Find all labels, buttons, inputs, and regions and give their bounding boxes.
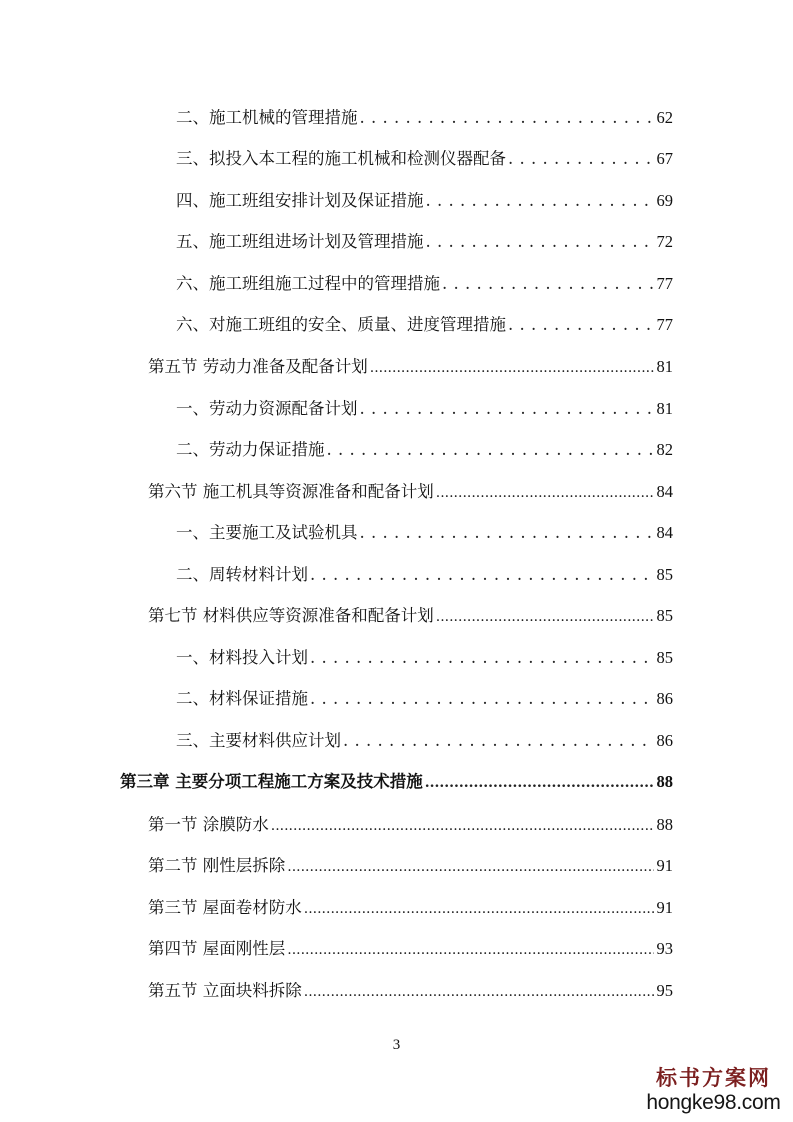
toc-entry-page: 77 — [656, 274, 673, 293]
page-number: 3 — [392, 1037, 401, 1053]
dot-leader — [287, 855, 653, 879]
toc-chapter-entry — [120, 770, 673, 795]
dot-leader — [508, 147, 654, 171]
toc-entry-title: 一、材料投入计划 — [176, 648, 308, 667]
toc-entry-page: 88 — [656, 815, 673, 834]
toc-entry-title: 四、施工班组安排计划及保证措施 — [176, 191, 424, 210]
toc-entry — [148, 480, 673, 505]
watermark-site-name: 标书方案网 — [656, 1066, 771, 1090]
toc-entry — [176, 521, 673, 545]
watermark-url: hongke98.com — [646, 1091, 781, 1114]
dot-leader — [304, 980, 654, 1004]
dot-leader — [426, 189, 654, 213]
dot-leader — [271, 814, 654, 838]
dot-leader — [425, 771, 654, 795]
dot-leader — [442, 272, 654, 296]
toc-entry-page: 93 — [656, 939, 673, 958]
toc-entry-title: 一、主要施工及试验机具 — [176, 523, 358, 542]
toc-entry — [148, 604, 673, 629]
dot-leader — [370, 356, 654, 380]
toc-entry-title: 第三节 屋面卷材防水 — [148, 898, 302, 917]
toc-entry — [176, 729, 673, 753]
toc-entry-page: 72 — [656, 232, 673, 251]
toc-entry-title: 第五节 立面块料拆除 — [148, 981, 302, 1000]
toc-entry — [176, 230, 673, 254]
dot-leader — [310, 563, 654, 587]
toc-entry — [176, 189, 673, 213]
toc-entry-title: 二、材料保证措施 — [176, 689, 308, 708]
dot-leader — [287, 938, 653, 962]
toc-entry-title: 第四节 屋面刚性层 — [148, 939, 286, 958]
dot-leader — [343, 729, 654, 753]
dot-leader — [310, 646, 654, 670]
toc-entry-page: 95 — [656, 981, 673, 1000]
toc-entry-page: 91 — [656, 898, 673, 917]
toc-entry-title: 二、周转材料计划 — [176, 565, 308, 584]
toc-entry — [148, 813, 673, 838]
dot-leader — [327, 438, 654, 462]
toc-entry-title: 三、主要材料供应计划 — [176, 731, 341, 750]
dot-leader — [436, 605, 654, 629]
dot-leader — [360, 521, 654, 545]
toc-entry-page: 85 — [656, 565, 673, 584]
toc-entry-title: 五、施工班组进场计划及管理措施 — [176, 232, 424, 251]
toc-entry — [176, 313, 673, 337]
toc-entry-title: 第七节 材料供应等资源准备和配备计划 — [148, 606, 434, 625]
dot-leader — [508, 313, 654, 337]
toc-entry-title: 第五节 劳动力准备及配备计划 — [148, 357, 368, 376]
toc-entry — [176, 272, 673, 296]
toc-entry — [148, 979, 673, 1004]
toc-entry-title: 六、施工班组施工过程中的管理措施 — [176, 274, 440, 293]
toc-entry — [176, 563, 673, 587]
toc-entry — [176, 397, 673, 421]
toc-entry-title: 三、拟投入本工程的施工机械和检测仪器配备 — [176, 149, 506, 168]
toc-entry-page: 62 — [656, 108, 673, 127]
toc-entry-page: 86 — [656, 689, 673, 708]
toc-entry — [148, 937, 673, 962]
dot-leader — [436, 481, 654, 505]
toc-entry — [148, 896, 673, 921]
toc-entry-page: 81 — [656, 399, 673, 418]
toc-entry-title: 六、对施工班组的安全、质量、进度管理措施 — [176, 315, 506, 334]
toc-entry-page: 88 — [656, 772, 673, 791]
toc-entry-title: 第一节 涂膜防水 — [148, 815, 269, 834]
dot-leader — [310, 687, 654, 711]
dot-leader — [360, 106, 654, 130]
toc-entry — [148, 355, 673, 380]
toc-entry-page: 69 — [656, 191, 673, 210]
toc-entry-page: 81 — [656, 357, 673, 376]
toc-entry — [176, 147, 673, 171]
dot-leader — [426, 230, 654, 254]
toc-entry-page: 85 — [656, 606, 673, 625]
toc-entry-page: 84 — [656, 482, 673, 501]
dot-leader — [304, 897, 654, 921]
toc-entry-page: 77 — [656, 315, 673, 334]
toc-entry-title: 一、劳动力资源配备计划 — [176, 399, 358, 418]
toc-entry — [176, 438, 673, 462]
toc-entry — [176, 687, 673, 711]
dot-leader — [360, 397, 654, 421]
toc-entry-page: 85 — [656, 648, 673, 667]
toc-entry — [148, 854, 673, 879]
toc-entry-page: 82 — [656, 440, 673, 459]
toc-entry-title: 第六节 施工机具等资源准备和配备计划 — [148, 482, 434, 501]
toc-entry-page: 91 — [656, 856, 673, 875]
toc-entry-page: 86 — [656, 731, 673, 750]
toc-entry — [176, 646, 673, 670]
toc-entry-page: 84 — [656, 523, 673, 542]
toc-entry-page: 67 — [656, 149, 673, 168]
toc-entry — [176, 106, 673, 130]
toc-entry-title: 第二节 刚性层拆除 — [148, 856, 286, 875]
toc-entry-title: 二、劳动力保证措施 — [176, 440, 325, 459]
watermark — [646, 1066, 781, 1116]
toc-entry-title: 第三章 主要分项工程施工方案及技术措施 — [120, 772, 423, 791]
toc-entry-title: 二、施工机械的管理措施 — [176, 108, 358, 127]
